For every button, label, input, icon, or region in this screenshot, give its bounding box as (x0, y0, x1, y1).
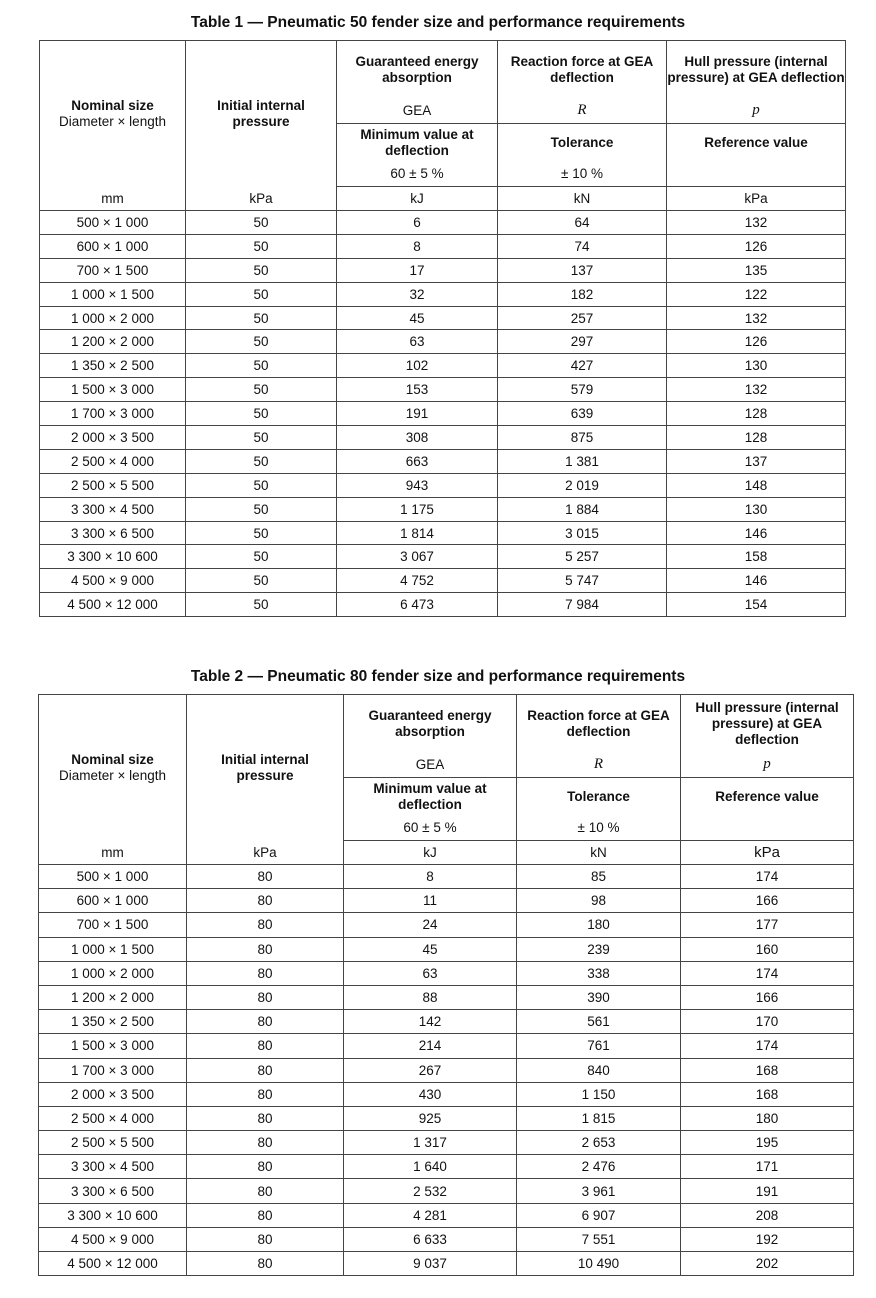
initial-pressure-label: Initial internal pressure (217, 97, 305, 129)
table-cell: 24 (344, 913, 517, 937)
table-row (40, 545, 846, 569)
table-cell: 195 (681, 1131, 854, 1155)
table-cell: 3 300 × 4 500 (39, 1155, 187, 1179)
hull-symbol: p (667, 99, 846, 124)
table-cell: 214 (344, 1034, 517, 1058)
table-cell: 171 (681, 1155, 854, 1179)
gea-symbol: GEA (344, 753, 517, 778)
table-row (39, 1179, 854, 1203)
table-cell: 80 (187, 961, 344, 985)
table-cell: 130 (667, 354, 846, 378)
table-cell: 45 (337, 306, 498, 330)
reaction-header: Reaction force at GEA deflection (498, 41, 667, 99)
table-row (40, 449, 846, 473)
tolerance-value: ± 10 % (498, 162, 667, 187)
table-row (40, 402, 846, 426)
table-cell: 7 984 (498, 593, 667, 617)
table-cell: 3 067 (337, 545, 498, 569)
table-cell: 1 350 × 2 500 (40, 354, 186, 378)
table-cell: 50 (186, 497, 337, 521)
table-cell: 174 (681, 1034, 854, 1058)
table-cell: 6 (337, 211, 498, 235)
table-1-caption: Table 1 — Pneumatic 50 fender size and performance requirements (190, 14, 686, 31)
units-row: mm kPa kJ kN kPa (40, 187, 846, 211)
table-cell: 80 (187, 865, 344, 889)
table-cell: 80 (187, 1058, 344, 1082)
table-cell: 177 (681, 913, 854, 937)
table-row (40, 211, 846, 235)
gea-header: Guaranteed energy absorption (344, 695, 517, 753)
table-row (39, 937, 854, 961)
initial-pressure-label: Initial internal pressure (221, 751, 309, 783)
table-cell: 427 (498, 354, 667, 378)
table-row (39, 985, 854, 1009)
table-cell: 1 150 (517, 1082, 681, 1106)
table-cell: 3 961 (517, 1179, 681, 1203)
table-cell: 50 (186, 402, 337, 426)
table-row (40, 497, 846, 521)
table-cell: 1 381 (498, 449, 667, 473)
table-row (39, 1082, 854, 1106)
table-cell: 3 300 × 6 500 (39, 1179, 187, 1203)
table-cell: 1 640 (344, 1155, 517, 1179)
table-cell: 80 (187, 1010, 344, 1034)
table-cell: 160 (681, 937, 854, 961)
table-cell: 135 (667, 258, 846, 282)
table-cell: 80 (187, 1131, 344, 1155)
table-cell: 10 490 (517, 1252, 681, 1276)
table-cell: 50 (186, 258, 337, 282)
table-cell: 80 (187, 1155, 344, 1179)
table-cell: 74 (498, 234, 667, 258)
deflection-value: 60 ± 5 % (337, 162, 498, 187)
table-cell: 50 (186, 306, 337, 330)
table-cell: 50 (186, 473, 337, 497)
table-cell: 390 (517, 985, 681, 1009)
table-cell: 600 × 1 000 (40, 234, 186, 258)
table-2-caption: Table 2 — Pneumatic 80 fender size and performance requirements (190, 668, 686, 685)
table-cell: 1 500 × 3 000 (39, 1034, 187, 1058)
table-cell: 80 (187, 1082, 344, 1106)
gea-symbol: GEA (337, 99, 498, 124)
table-cell: 80 (187, 1203, 344, 1227)
table-cell: 840 (517, 1058, 681, 1082)
table-cell: 146 (667, 521, 846, 545)
table-cell: 1 317 (344, 1131, 517, 1155)
table-cell: 7 551 (517, 1227, 681, 1251)
table-cell: 208 (681, 1203, 854, 1227)
table-cell: 2 476 (517, 1155, 681, 1179)
table-cell: 88 (344, 985, 517, 1009)
table-cell: 308 (337, 426, 498, 450)
table-cell: 3 300 × 4 500 (40, 497, 186, 521)
units-row: mm kPa kJ kN kPa (39, 841, 854, 865)
table-cell: 168 (681, 1058, 854, 1082)
tolerance-header: Tolerance (517, 778, 681, 816)
table-cell: 166 (681, 889, 854, 913)
table-cell: 4 752 (337, 569, 498, 593)
initial-pressure-header (186, 41, 337, 187)
table-cell: 925 (344, 1106, 517, 1130)
table-cell: 239 (517, 937, 681, 961)
initial-pressure-header (187, 695, 344, 841)
table-row (39, 1227, 854, 1251)
table-1-body (40, 211, 846, 617)
table-cell: 2 532 (344, 1179, 517, 1203)
min-value-header: Minimum value at deflection (344, 778, 517, 816)
table-cell: 5 257 (498, 545, 667, 569)
table-cell: 126 (667, 234, 846, 258)
table-cell: 2 500 × 5 500 (40, 473, 186, 497)
table-cell: 191 (681, 1179, 854, 1203)
table-cell: 63 (344, 961, 517, 985)
table-cell: 2 653 (517, 1131, 681, 1155)
table-cell: 2 500 × 4 000 (40, 449, 186, 473)
table-cell: 182 (498, 282, 667, 306)
table-cell: 126 (667, 330, 846, 354)
table-cell: 700 × 1 500 (39, 913, 187, 937)
table-row (39, 1058, 854, 1082)
table-cell: 2 500 × 4 000 (39, 1106, 187, 1130)
table-cell: 4 281 (344, 1203, 517, 1227)
table-cell: 297 (498, 330, 667, 354)
table-cell: 80 (187, 985, 344, 1009)
hull-symbol: p (681, 753, 854, 778)
table-cell: 80 (187, 1106, 344, 1130)
table-cell: 1 200 × 2 000 (39, 985, 187, 1009)
table-cell: 85 (517, 865, 681, 889)
table-cell: 50 (186, 354, 337, 378)
table-row (40, 258, 846, 282)
table-cell: 50 (186, 593, 337, 617)
table-cell: 80 (187, 937, 344, 961)
table-cell: 50 (186, 449, 337, 473)
table-cell: 1 700 × 3 000 (39, 1058, 187, 1082)
table-cell: 700 × 1 500 (40, 258, 186, 282)
table-cell: 50 (186, 234, 337, 258)
nominal-size-header (40, 41, 186, 187)
table-row (39, 1203, 854, 1227)
table-cell: 80 (187, 889, 344, 913)
reaction-header: Reaction force at GEA deflection (517, 695, 681, 753)
table-cell: 4 500 × 9 000 (40, 569, 186, 593)
table-cell: 338 (517, 961, 681, 985)
tolerance-value: ± 10 % (517, 816, 681, 841)
table-row (39, 1155, 854, 1179)
table-cell: 1 175 (337, 497, 498, 521)
table-cell: 8 (337, 234, 498, 258)
table-cell: 2 019 (498, 473, 667, 497)
table-cell: 158 (667, 545, 846, 569)
table-cell: 128 (667, 402, 846, 426)
table-cell: 943 (337, 473, 498, 497)
table-cell: 130 (667, 497, 846, 521)
table-cell: 192 (681, 1227, 854, 1251)
table-cell: 132 (667, 306, 846, 330)
table-row (39, 1010, 854, 1034)
table-cell: 5 747 (498, 569, 667, 593)
table-row (40, 426, 846, 450)
table-cell: 1 200 × 2 000 (40, 330, 186, 354)
min-value-header: Minimum value at deflection (337, 124, 498, 162)
table-cell: 180 (681, 1106, 854, 1130)
table-cell: 17 (337, 258, 498, 282)
table-cell: 3 015 (498, 521, 667, 545)
table-row (40, 521, 846, 545)
table-cell: 1 815 (517, 1106, 681, 1130)
table-cell: 180 (517, 913, 681, 937)
table-row (39, 1034, 854, 1058)
table-cell: 50 (186, 282, 337, 306)
table-cell: 1 884 (498, 497, 667, 521)
table-cell: 11 (344, 889, 517, 913)
nominal-size-label: Nominal size (71, 98, 154, 114)
table-cell: 132 (667, 211, 846, 235)
table-cell: 663 (337, 449, 498, 473)
table-cell: 1 000 × 2 000 (39, 961, 187, 985)
table-cell: 80 (187, 1252, 344, 1276)
table-cell: 1 500 × 3 000 (40, 378, 186, 402)
table-cell: 191 (337, 402, 498, 426)
table-cell: 168 (681, 1082, 854, 1106)
table-cell: 50 (186, 521, 337, 545)
table-row (40, 306, 846, 330)
table-row (40, 354, 846, 378)
table-cell: 1 700 × 3 000 (40, 402, 186, 426)
table-row (40, 378, 846, 402)
reaction-symbol: R (517, 753, 681, 778)
table-cell: 146 (667, 569, 846, 593)
table-cell: 63 (337, 330, 498, 354)
table-2-body (39, 865, 854, 1276)
table-cell: 166 (681, 985, 854, 1009)
table-cell: 500 × 1 000 (39, 865, 187, 889)
table-cell: 80 (187, 1227, 344, 1251)
table-1 (39, 40, 846, 617)
table-cell: 4 500 × 12 000 (40, 593, 186, 617)
table-cell: 154 (667, 593, 846, 617)
table-cell: 102 (337, 354, 498, 378)
table-cell: 122 (667, 282, 846, 306)
table-row (40, 330, 846, 354)
table-cell: 128 (667, 426, 846, 450)
table-cell: 6 473 (337, 593, 498, 617)
table-cell: 600 × 1 000 (39, 889, 187, 913)
table-cell: 80 (187, 1179, 344, 1203)
table-cell: 8 (344, 865, 517, 889)
table-cell: 202 (681, 1252, 854, 1276)
gea-header: Guaranteed energy absorption (337, 41, 498, 99)
table-cell: 579 (498, 378, 667, 402)
table-cell: 561 (517, 1010, 681, 1034)
table-cell: 4 500 × 9 000 (39, 1227, 187, 1251)
table-cell: 137 (667, 449, 846, 473)
table-row (40, 569, 846, 593)
table-row (39, 1131, 854, 1155)
table-cell: 50 (186, 426, 337, 450)
table-cell: 137 (498, 258, 667, 282)
table-cell: 32 (337, 282, 498, 306)
deflection-value: 60 ± 5 % (344, 816, 517, 841)
table-cell: 98 (517, 889, 681, 913)
nominal-size-label: Nominal size (71, 752, 154, 768)
nominal-size-header (39, 695, 187, 841)
reference-header: Reference value (667, 124, 846, 162)
table-row (40, 593, 846, 617)
table-cell: 2 000 × 3 500 (39, 1082, 187, 1106)
table-cell: 50 (186, 378, 337, 402)
table-cell: 148 (667, 473, 846, 497)
table-cell: 3 300 × 6 500 (40, 521, 186, 545)
tolerance-header: Tolerance (498, 124, 667, 162)
reference-header: Reference value (681, 778, 854, 816)
table-2 (38, 694, 854, 1276)
table-cell: 6 633 (344, 1227, 517, 1251)
table-cell: 45 (344, 937, 517, 961)
table-cell: 3 300 × 10 600 (39, 1203, 187, 1227)
diameter-length-label: Diameter × length (59, 768, 166, 784)
table-cell: 2 000 × 3 500 (40, 426, 186, 450)
table-cell: 9 037 (344, 1252, 517, 1276)
hull-header: Hull pressure (internal pressure) at GEA deflection (681, 695, 854, 753)
table-cell: 1 000 × 1 500 (39, 937, 187, 961)
table-cell: 6 907 (517, 1203, 681, 1227)
table-cell: 174 (681, 865, 854, 889)
table-cell: 430 (344, 1082, 517, 1106)
table-row (39, 961, 854, 985)
table-cell: 257 (498, 306, 667, 330)
hull-header: Hull pressure (internal pressure) at GEA deflection (667, 41, 846, 99)
table-row (40, 282, 846, 306)
table-cell: 3 300 × 10 600 (40, 545, 186, 569)
table-cell: 875 (498, 426, 667, 450)
table-cell: 142 (344, 1010, 517, 1034)
table-cell: 1 350 × 2 500 (39, 1010, 187, 1034)
table-cell: 50 (186, 545, 337, 569)
table-row (40, 234, 846, 258)
table-row (39, 889, 854, 913)
table-cell: 132 (667, 378, 846, 402)
table-cell: 50 (186, 569, 337, 593)
table-row (39, 1252, 854, 1276)
table-cell: 639 (498, 402, 667, 426)
table-cell: 1 814 (337, 521, 498, 545)
table-cell: 170 (681, 1010, 854, 1034)
table-row (39, 1106, 854, 1130)
table-row (39, 865, 854, 889)
diameter-length-label: Diameter × length (59, 114, 166, 130)
reaction-symbol: R (498, 99, 667, 124)
table-cell: 1 000 × 2 000 (40, 306, 186, 330)
table-cell: 50 (186, 330, 337, 354)
table-cell: 153 (337, 378, 498, 402)
table-cell: 64 (498, 211, 667, 235)
table-cell: 1 000 × 1 500 (40, 282, 186, 306)
table-row (40, 473, 846, 497)
table-row (39, 913, 854, 937)
table-cell: 50 (186, 211, 337, 235)
table-cell: 80 (187, 913, 344, 937)
table-cell: 267 (344, 1058, 517, 1082)
table-cell: 80 (187, 1034, 344, 1058)
table-cell: 174 (681, 961, 854, 985)
table-cell: 2 500 × 5 500 (39, 1131, 187, 1155)
table-cell: 500 × 1 000 (40, 211, 186, 235)
table-cell: 761 (517, 1034, 681, 1058)
table-cell: 4 500 × 12 000 (39, 1252, 187, 1276)
